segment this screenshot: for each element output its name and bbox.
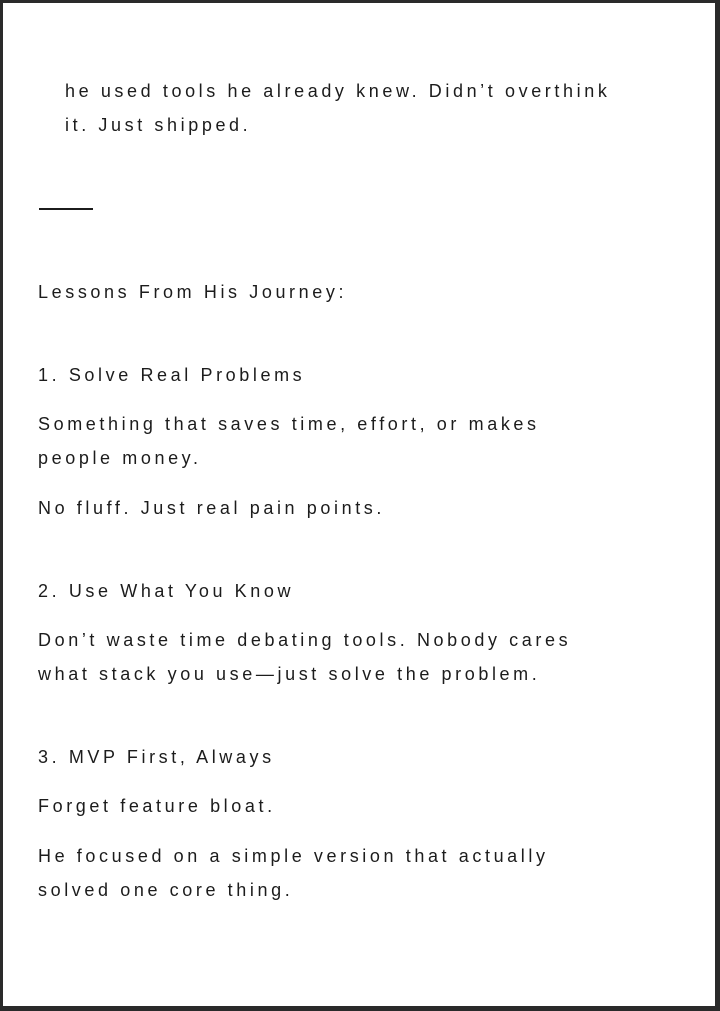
lesson-paragraph <box>38 407 540 475</box>
lesson-paragraph <box>38 839 549 907</box>
paragraph-line: what stack you use—just solve the problem. <box>38 664 541 684</box>
paragraph-line: people money. <box>38 448 202 468</box>
paragraph-line: Forget feature bloat. <box>38 796 276 816</box>
lesson-paragraph <box>38 491 385 525</box>
lesson-paragraph <box>38 789 276 823</box>
paragraph-line: No fluff. Just real pain points. <box>38 498 385 518</box>
lesson-heading: 2. Use What You Know <box>38 581 295 601</box>
intro-line: he used tools he already knew. Didn’t overthink <box>65 81 611 101</box>
intro-line: it. Just shipped. <box>65 115 252 135</box>
intro-paragraph <box>65 74 610 142</box>
divider-rule <box>39 208 93 210</box>
lesson-heading: 3. MVP First, Always <box>38 747 275 767</box>
lesson-heading: 1. Solve Real Problems <box>38 365 306 385</box>
paragraph-line: Don’t waste time debating tools. Nobody cares <box>38 630 572 650</box>
document-page <box>3 3 715 1006</box>
lesson-paragraph <box>38 623 571 691</box>
section-title: Lessons From His Journey: <box>38 282 348 302</box>
paragraph-line: He focused on a simple version that actually <box>38 846 549 866</box>
paragraph-line: Something that saves time, effort, or makes <box>38 414 540 434</box>
paragraph-line: solved one core thing. <box>38 880 294 900</box>
